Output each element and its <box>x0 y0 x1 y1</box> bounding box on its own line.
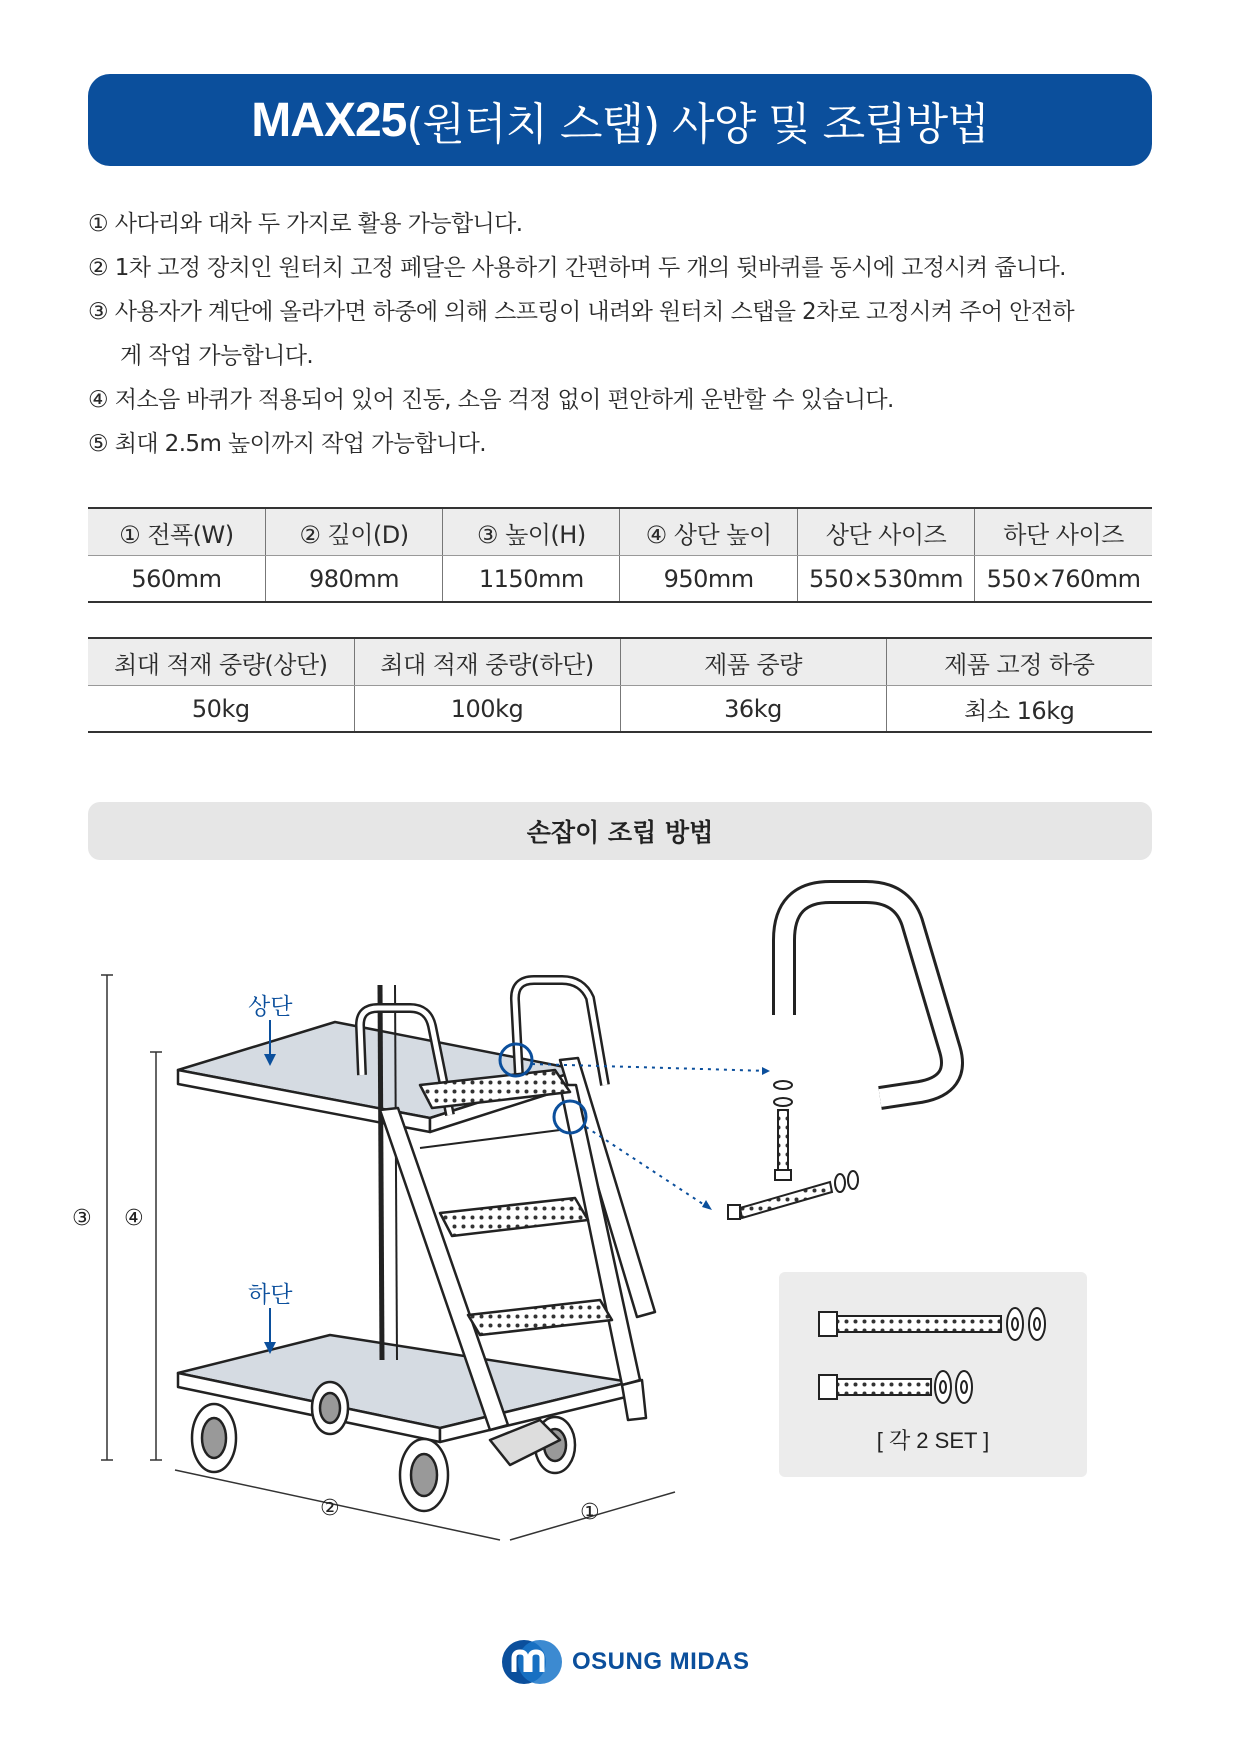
wheel <box>312 1382 348 1434</box>
value-top-size: 550×530mm <box>797 556 974 603</box>
table-row <box>88 686 1152 733</box>
value-bottom-size: 550×760mm <box>975 556 1152 603</box>
header-fixing-load: 제품 고정 하중 <box>886 638 1152 686</box>
feature-item: ④ 저소음 바퀴가 적용되어 있어 진동, 소음 걱정 없이 편안하게 운반할 수 있습니다. <box>88 387 894 413</box>
vertical-bolt-assembly <box>774 1081 792 1180</box>
header-max-load-bottom: 최대 적재 중량(하단) <box>354 638 620 686</box>
value-max-load-top: 50kg <box>88 686 354 733</box>
brand-logo <box>500 1638 750 1686</box>
table-header-row <box>88 508 1152 556</box>
ladder-step-3 <box>468 1300 612 1335</box>
page-title-text: (원터치 스탭) 사양 및 조립방법 <box>406 99 989 150</box>
value-product-weight: 36kg <box>620 686 886 733</box>
value-depth: 980mm <box>265 556 442 603</box>
feature-item-continued: 게 작업 가능합니다. <box>120 343 314 369</box>
table-row <box>88 556 1152 603</box>
header-product-weight: 제품 중량 <box>620 638 886 686</box>
brand-logo-icon <box>500 1638 564 1686</box>
brand-name: OSUNG MIDAS <box>572 1648 750 1675</box>
upper-deck-label: 상단 <box>248 994 293 1020</box>
dimension-top-height-label: ④ <box>124 1206 144 1231</box>
page-title-banner <box>88 74 1152 166</box>
horizontal-bolt-assembly <box>728 1171 858 1219</box>
feature-item: ① 사다리와 대차 두 가지로 활용 가능합니다. <box>88 211 523 237</box>
wheel <box>400 1439 448 1511</box>
assembly-section-title: 손잡이 조립 방법 <box>88 802 1152 860</box>
feature-item: ⑤ 최대 2.5m 높이까지 작업 가능합니다. <box>88 431 486 457</box>
wheel <box>192 1404 236 1472</box>
dimension-height-label: ③ <box>72 1206 92 1231</box>
feature-item: ② 1차 고정 장치인 원터치 고정 페달은 사용하기 간편하며 두 개의 뒷바퀴를 동시에 고정시켜 줍니다. <box>88 255 1066 281</box>
bottom-platform <box>178 1335 630 1428</box>
header-max-load-top: 최대 적재 중량(상단) <box>88 638 354 686</box>
dimension-spec-table <box>88 507 1152 603</box>
value-width: 560mm <box>88 556 265 603</box>
header-top-size: 상단 사이즈 <box>797 508 974 556</box>
page-title-model: MAX25 <box>251 93 407 147</box>
bolt-set-illustration <box>779 1272 1087 1422</box>
value-fixing-load: 최소 16kg <box>886 686 1152 733</box>
handle-part <box>784 892 952 1098</box>
header-bottom-size: 하단 사이즈 <box>975 508 1152 556</box>
table-header-row <box>88 638 1152 686</box>
parts-caption: [ 각 2 SET ] <box>876 1428 990 1453</box>
feature-item: ③ 사용자가 계단에 올라가면 하중에 의해 스프링이 내려와 원터치 스탭을 2차로 고정시켜 주어 안전하 <box>88 299 1075 325</box>
dimension-width-label: ① <box>580 1500 600 1525</box>
value-top-height: 950mm <box>620 556 797 603</box>
load-spec-table <box>88 637 1152 733</box>
feature-list <box>88 202 1152 466</box>
dimension-depth-label: ② <box>320 1496 340 1521</box>
header-depth: ② 깊이(D) <box>265 508 442 556</box>
header-height: ③ 높이(H) <box>443 508 620 556</box>
lower-deck-label: 하단 <box>248 1282 293 1308</box>
parts-box <box>779 1272 1087 1477</box>
value-height: 1150mm <box>443 556 620 603</box>
header-width: ① 전폭(W) <box>88 508 265 556</box>
value-max-load-bottom: 100kg <box>354 686 620 733</box>
ladder-step-2 <box>440 1198 588 1236</box>
header-top-height: ④ 상단 높이 <box>620 508 797 556</box>
